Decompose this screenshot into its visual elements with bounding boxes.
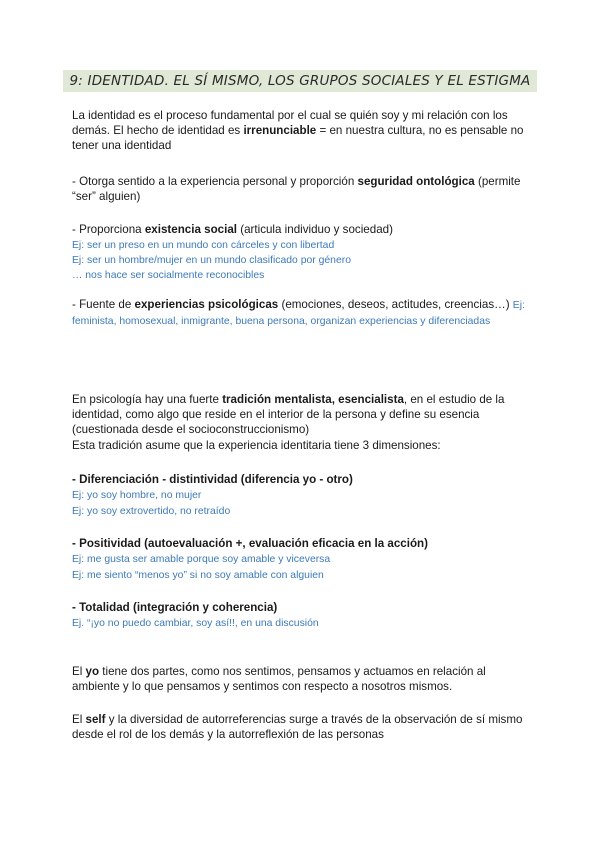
example-line: Ej: ser un hombre/mujer en un mundo clasificado por género [72,255,351,266]
psico-bold: tradición mentalista, esencialista [222,393,404,406]
psychology-paragraph [72,392,532,438]
dimension-heading: - Positividad (autoevaluación +, evaluación eficacia en la acción) [72,537,428,550]
example-line: Ej: yo soy extrovertido, no retraído [72,506,231,517]
item-ontological [72,174,532,204]
item3-text-end: (emociones, deseos, actitudes, creencias…) [278,298,513,311]
example-line: … nos hace ser socialmente reconocibles [72,270,265,281]
item1-text: - Otorga sentido a la experiencia personal y proporción [72,175,358,188]
example-line: Ej: yo soy hombre, no mujer [72,490,202,501]
item3-text: - Fuente de [72,298,135,311]
intro-text-end: = en nuestra cultura, no es pensable no tener una identidad [72,124,524,153]
item-social-existence [72,222,532,237]
dimensions-intro: Esta tradición asume que la experiencia identitaria tiene 3 dimensiones: [72,439,441,452]
page-title: 9: IDENTIDAD. EL SÍ MISMO, LOS GRUPOS SOCIALES Y EL ESTIGMA [63,70,536,92]
intro-text: La identidad es el proceso fundamental por el cual se quién soy y mi relación con los demás. El hecho de identidad es [72,109,508,138]
intro-bold: irrenunciable [243,124,317,138]
item3-example: Ej: feminista, homosexual, inmigrante, buena persona, organizan experiencias y diferenciadas [72,300,525,328]
item1-bold: seguridad ontológica [357,175,475,188]
yo-text-end: tiene dos partes, como nos sentimos, pensamos y actuamos en relación al ambiente y lo que pensamos y sentimos con respecto a nosotros mismos. [72,665,486,694]
self-text-end: y la diversidad de autorreferencias surge a través de la observación de sí mismo desde el rol de los demás y la autorreflexión de las personas [72,713,523,742]
example-line: Ej. “¡yo no puedo cambiar, soy así!!, en una discusión [72,618,319,629]
item1-text-end: (permite “ser” alguien) [72,175,521,204]
intro-paragraph [72,108,532,154]
example-line: Ej: ser un preso en un mundo con cárceles y con libertad [72,240,335,251]
dimension-heading: - Diferenciación - distintividad (diferencia yo - otro) [72,473,353,486]
self-bold: self [85,713,106,726]
item3-bold: experiencias psicológicas [134,298,279,311]
title-wrap [0,70,600,92]
dimension-heading: - Totalidad (integración y coherencia) [72,601,278,614]
example-line: Ej: me siento “menos yo” si no soy amable con alguien [72,570,324,581]
yo-text: El [72,665,86,678]
item2-bold: existencia social [144,223,237,236]
yo-paragraph [72,664,532,694]
yo-bold: yo [85,665,100,678]
self-text: El [72,713,86,726]
item-psychological [72,297,532,329]
item2-text-end: (articula individuo y sociedad) [237,223,393,236]
self-paragraph [72,712,532,742]
item2-text: - Proporciona [72,223,145,236]
psico-text-end: , en el estudio de la identidad, como algo que reside en el interior de la persona y define su esencia (cuestionada desde el socioconstruccionismo) [72,393,505,437]
psico-text: En psicología hay una fuerte [72,393,223,406]
example-line: Ej: me gusta ser amable porque soy amable y viceversa [72,554,331,565]
